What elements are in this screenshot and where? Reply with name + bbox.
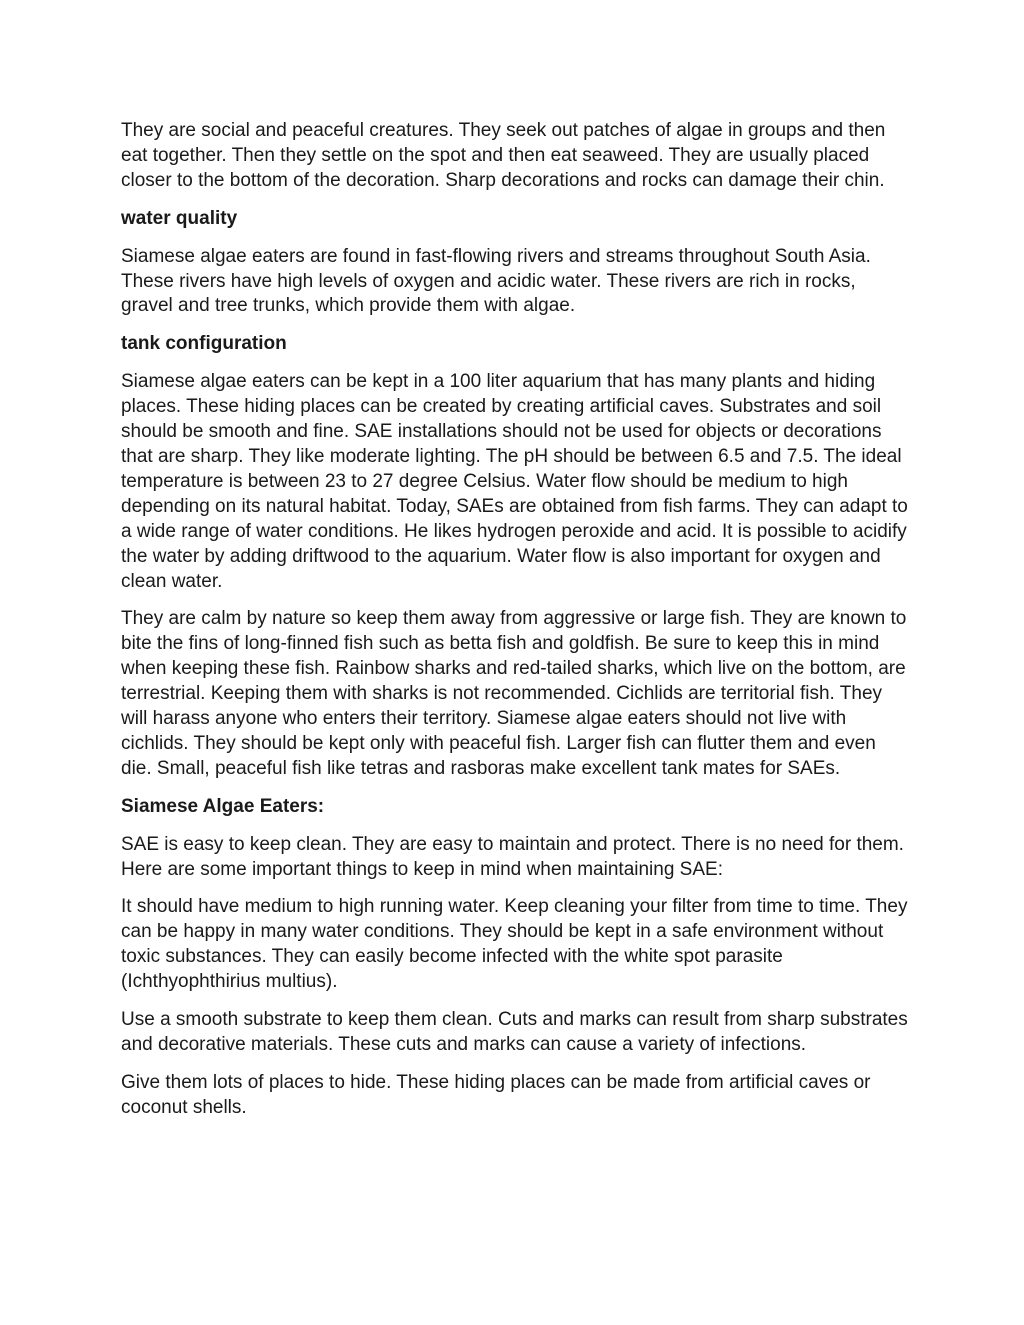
paragraph-smooth-substrate: Use a smooth substrate to keep them clean. Cuts and marks can result from sharp substrates and decorative materials. These cuts and marks can cause a variety of infections. bbox=[121, 1009, 908, 1055]
paragraph-maintenance-intro: SAE is easy to keep clean. They are easy to maintain and protect. There is no need for them. Here are some important things to keep in mind when maintaining SAE: bbox=[121, 833, 904, 880]
paragraph-running-water: It should have medium to high running water. Keep cleaning your filter from time to time. They can be happy in many water conditions. They should be kept in a safe environment without toxic substances. They can easily become infected with the white spot parasite (Ichthyophthirius multius). bbox=[121, 896, 908, 993]
document-page bbox=[121, 119, 911, 1134]
paragraph-tank-configuration: Siamese algae eaters can be kept in a 100 liter aquarium that has many plants and hiding places. These hiding places can be created by creating artificial caves. Substrates and soil should be smooth and fine. SAE installations should not be used for objects or decorations that are sharp. They like moderate lighting. The pH should be between 6.5 and 7.5. The ideal temperature is between 23 to 27 degree Celsius. Water flow should be medium to high depending on its natural habitat. Today, SAEs are obtained from fish farms. They can adapt to a wide range of water conditions. He likes hydrogen peroxide and acid. It is possible to acidify the water by adding driftwood to the aquarium. Water flow is also important for oxygen and clean water. bbox=[121, 371, 908, 592]
paragraph-hiding-places: Give them lots of places to hide. These hiding places can be made from artificial caves or coconut shells. bbox=[121, 1071, 871, 1118]
heading-water-quality: water quality bbox=[121, 207, 238, 229]
heading-siamese-algae-eaters: Siamese Algae Eaters: bbox=[121, 795, 325, 817]
paragraph-tank-mates: They are calm by nature so keep them away from aggressive or large fish. They are known to bite the fins of long-finned fish such as betta fish and goldfish. Be sure to keep this in mind when keeping these fish. Rainbow sharks and red-tailed sharks, which live on the bottom, are terrestrial. Keeping them with sharks is not recommended. Cichlids are territorial fish. They will harass anyone who enters their territory. Siamese algae eaters should not live with cichlids. They should be kept only with peaceful fish. Larger fish can flutter them and even die. Small, peaceful fish like tetras and rasboras make excellent tank mates for SAEs. bbox=[121, 608, 907, 779]
paragraph-water-quality: Siamese algae eaters are found in fast-flowing rivers and streams throughout South Asia. These rivers have high levels of oxygen and acidic water. These rivers are rich in rocks, gravel and tree trunks, which provide them with algae. bbox=[121, 245, 871, 317]
heading-tank-configuration: tank configuration bbox=[121, 333, 287, 355]
paragraph-social-behavior: They are social and peaceful creatures. They seek out patches of algae in groups and then eat together. Then they settle on the spot and then eat seaweed. They are usually placed closer to the bottom of the decoration. Sharp decorations and rocks can damage their chin. bbox=[121, 120, 886, 191]
